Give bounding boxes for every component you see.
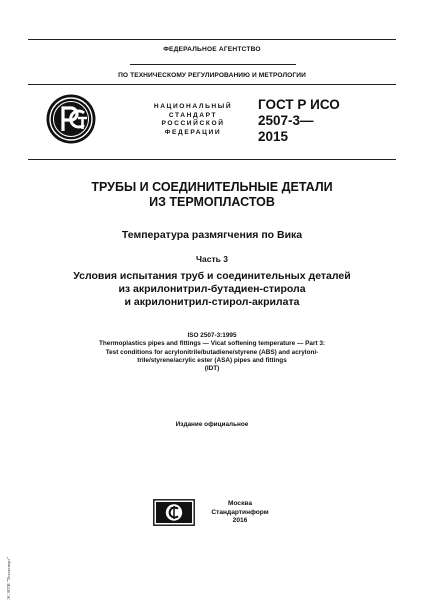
gost-r-certification-logo [45,93,97,145]
part-number: Часть 3 [196,254,228,264]
agency-name-line1: ФЕДЕРАЛЬНОЕ АГЕНТСТВО [163,46,261,53]
title-top-rule [28,159,396,160]
standard-type-line: НАЦИОНАЛЬНЫЙ [153,103,233,110]
document-title-line: ИЗ ТЕРМОПЛАСТОВ [149,195,275,209]
standard-type-line: ФЕДЕРАЦИИ [164,128,222,136]
top-rule [28,39,396,40]
standard-number [258,97,368,145]
iso-title-line: trile/styrene/acrylic ester (ASA) pipes and fittings [137,356,287,364]
part-title-line: и акрилонитрил-стирол-акрилата [124,296,300,308]
iso-equivalence: (IDT) [204,365,220,373]
header-bottom-rule [28,84,396,85]
publisher-city: Москва [227,500,253,507]
document-subtitle: Температура размягчения по Вика [121,229,303,241]
iso-title-line: Test conditions for acrylonitrile/butadiene/styrene (ABS) and acryloni- [105,348,319,356]
standartinform-logo [153,499,195,526]
standard-type-line: СТАНДАРТ [168,111,218,119]
standard-number-line: 2015 [258,129,289,144]
standard-number-line: 2507-3— [258,113,314,128]
part-title-line: Условия испытания труб и соединительных деталей [73,270,351,282]
agency-name-line2: ПО ТЕХНИЧЕСКОМУ РЕГУЛИРОВАНИЮ И МЕТРОЛОГИИ [118,72,306,79]
publisher-name: Стандартинформ [211,508,269,516]
document-title-line: ТРУБЫ И СОЕДИНИТЕЛЬНЫЕ ДЕТАЛИ [91,180,333,194]
iso-reference [50,332,374,373]
edition-label: Издание официальное [175,421,249,428]
publisher-info [205,500,275,526]
part-title [20,270,404,309]
iso-title-line: Thermoplastics pipes and fittings — Vicat softening temperature — Part 3: [98,340,326,348]
standard-number-line: ГОСТ Р ИСО [258,97,340,112]
document-title [40,180,384,210]
side-watermark-note: ЭС НТИ "Техэксперт" [6,556,11,600]
middle-rule [130,64,296,65]
publisher-year: 2016 [232,517,248,524]
standard-type-label [150,103,236,137]
standard-type-line: РОССИЙСКОЙ [161,120,225,128]
iso-code: ISO 2507-3:1995 [187,332,237,339]
part-title-line: из акрилонитрил-бутадиен-стирола [118,283,306,295]
